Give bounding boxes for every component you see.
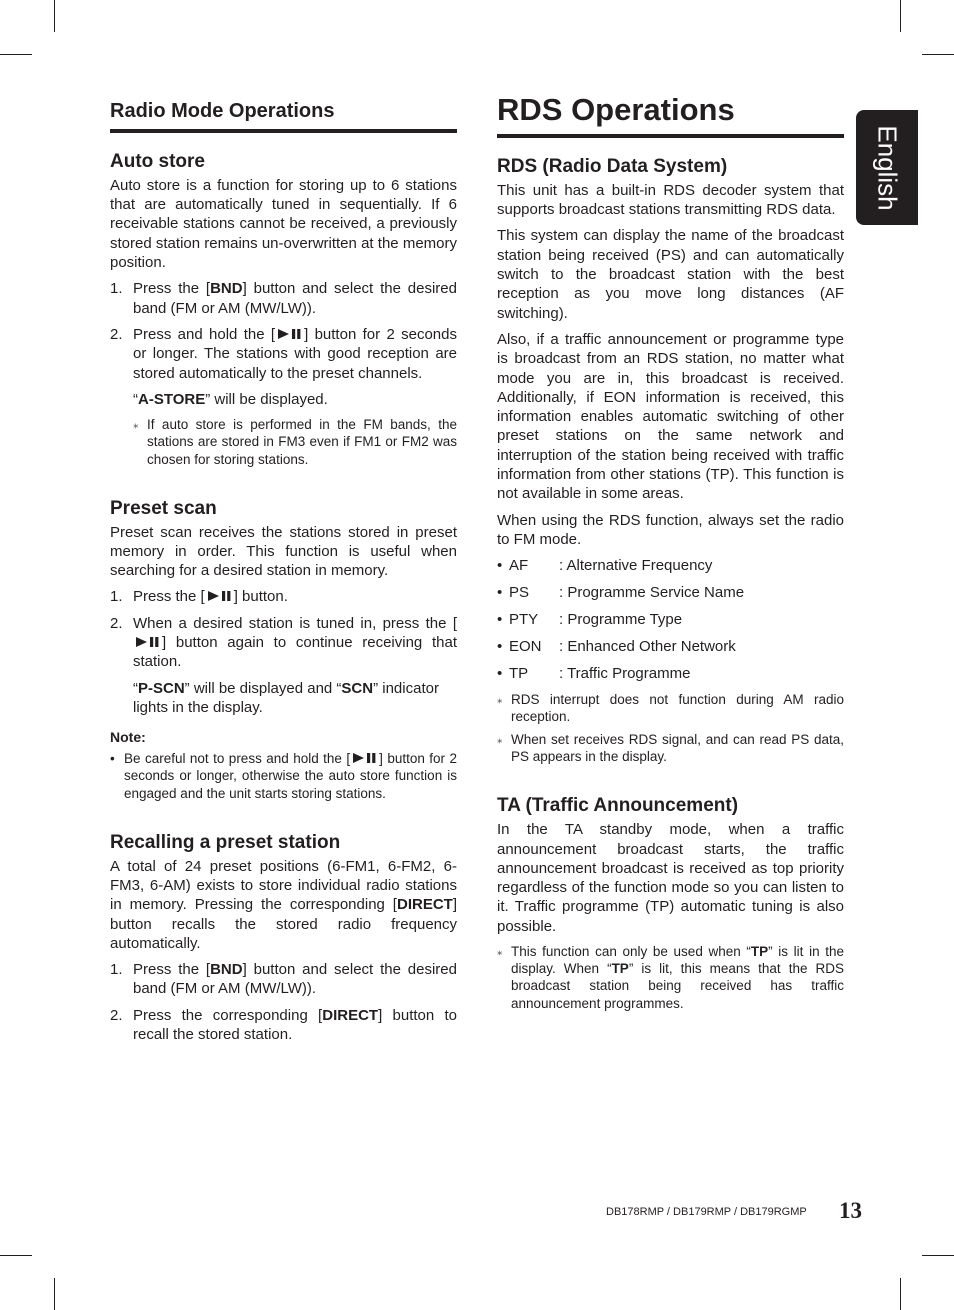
- auto-store-steps: [110, 279, 457, 409]
- language-tab: [856, 110, 918, 225]
- recall-steps: [110, 960, 457, 1044]
- page-title: RDS Operations: [497, 92, 844, 138]
- list-item: • PTY : Programme Type: [497, 610, 683, 628]
- step-item: 1. Press the [BND] button and select the desired band (FM or AM (MW/LW)).: [110, 961, 457, 998]
- section-title: Radio Mode Operations: [110, 100, 457, 133]
- footnote: ⁎ This function can only be used when “TP” is lit in the display. When “TP” is lit, this means that the RDS broadcast station being received has traffic announcement programmes.: [497, 944, 844, 1011]
- step-item: 1. Press the [ ] button.: [110, 588, 288, 606]
- note-title: Note:: [110, 729, 146, 746]
- left-column: [110, 100, 457, 1051]
- preset-scan-intro: Preset scan receives the stations stored in preset memory in order. This function is useful when searching for a desired station in memory.: [110, 523, 457, 580]
- ta-paragraph: In the TA standby mode, when a traffic announcement broadcast starts, the traffic announcement broadcast is received as top priority regardless of the function mode so you can listen to it. Traffic programme (TP) automatic tuning is also possible.: [497, 821, 844, 935]
- footnote-mark: ⁎: [497, 693, 503, 706]
- recall-heading: Recalling a preset station: [110, 831, 341, 853]
- language-tab-label: English: [872, 124, 903, 211]
- ta-heading: TA (Traffic Announcement): [497, 795, 739, 817]
- display-message: “P-SCN” will be displayed and “SCN” indicator lights in the display.: [133, 679, 439, 716]
- recall-intro: A total of 24 preset positions (6-FM1, 6-FM2, 6-FM3, 6-AM) exists to store individual radio stations in memory. Pressing the corresponding [DIRECT] button recalls the stored radio frequency automatically.: [110, 857, 457, 952]
- step-number: 2.: [110, 325, 123, 343]
- crop-mark: [900, 0, 901, 32]
- step-number: 1.: [110, 961, 123, 979]
- play-pause-icon: [350, 752, 379, 764]
- footnote-mark: ⁎: [497, 946, 503, 959]
- bullet-mark: •: [110, 751, 115, 767]
- play-pause-icon: [275, 328, 304, 340]
- step-item: 1. Press the [BND] button and select the desired band (FM or AM (MW/LW)).: [110, 280, 457, 317]
- crop-mark: [922, 54, 954, 55]
- preset-scan-steps: [110, 587, 457, 717]
- crop-mark: [900, 1278, 901, 1310]
- play-pause-icon: [205, 590, 234, 602]
- note-item: • Be careful not to press and hold the [ ] button for 2 seconds or longer, otherwise the auto store function is engaged and the unit starts storing stations.: [110, 751, 457, 801]
- step-item: 2. When a desired station is tuned in, press the [ ] button again to continue receiving that station. “P-SCN” will be displayed and “SCN” indicator lights in the display.: [110, 614, 457, 716]
- auto-store-heading: Auto store: [110, 151, 205, 172]
- rds-heading: RDS (Radio Data System): [497, 156, 728, 177]
- crop-mark: [54, 1278, 55, 1310]
- step-number: 2.: [110, 1006, 123, 1024]
- abbreviation-list: [497, 556, 844, 683]
- crop-mark: [0, 1255, 32, 1256]
- step-item: 2. Press the corresponding [DIRECT] button to recall the stored station.: [110, 1006, 457, 1044]
- rds-paragraph: Also, if a traffic announcement or programme type is broadcast from an RDS station, no matter what mode you are in, this broadcast is received. Additionally, if EON information is received, this information enables automatic switching of other preset stations on the same network and interruption of the station being received with traffic information from other stations (TP). This function is not available in some areas.: [497, 330, 844, 503]
- footnote: ⁎ If auto store is performed in the FM bands, the stations are stored in FM3 even if FM1 or FM2 was chosen for storing stations.: [133, 417, 457, 467]
- model-numbers: DB178RMP / DB179RMP / DB179RGMP: [606, 1206, 807, 1218]
- step-number: 1.: [110, 280, 123, 298]
- footnote: ⁎ RDS interrupt does not function during AM radio reception.: [497, 691, 844, 724]
- bnd-key: BND: [210, 280, 243, 298]
- footnote-mark: ⁎: [133, 419, 139, 432]
- crop-mark: [54, 0, 55, 32]
- list-item: • TP : Traffic Programme: [497, 664, 691, 682]
- right-column: [497, 92, 844, 1018]
- rds-paragraph: When using the RDS function, always set the radio to FM mode.: [497, 511, 844, 548]
- crop-mark: [0, 54, 32, 55]
- footnote-mark: ⁎: [497, 734, 503, 747]
- rds-paragraph: This system can display the name of the broadcast station being received (PS) and can automatically switch to the broadcast station with the best reception as you move long distances (AF switching).: [497, 227, 844, 322]
- step-number: 1.: [110, 588, 123, 606]
- display-message: “A-STORE” will be displayed.: [133, 390, 328, 408]
- step-item: 2. Press and hold the [ ] button for 2 seconds or longer. The stations with good reception are stored automatically to the preset channels. “A-STORE” will be displayed.: [110, 325, 457, 408]
- crop-mark: [922, 1255, 954, 1256]
- play-pause-icon: [133, 636, 162, 648]
- rds-paragraph: This unit has a built-in RDS decoder system that supports broadcast stations transmitting RDS data.: [497, 181, 844, 219]
- step-number: 2.: [110, 614, 123, 632]
- list-item: • EON : Enhanced Other Network: [497, 637, 736, 655]
- preset-scan-heading: Preset scan: [110, 497, 217, 519]
- auto-store-intro: Auto store is a function for storing up to 6 stations that are automatically tuned in sequentially. If 6 receivable stations cannot be received, a previously stored station remains un-overwritten at the memory position.: [110, 176, 457, 272]
- page-number: 13: [839, 1198, 862, 1223]
- list-item: • AF : Alternative Frequency: [497, 557, 713, 575]
- footnote: ⁎ When set receives RDS signal, and can read PS data, PS appears in the display.: [497, 732, 844, 765]
- list-item: • PS : Programme Service Name: [497, 584, 745, 602]
